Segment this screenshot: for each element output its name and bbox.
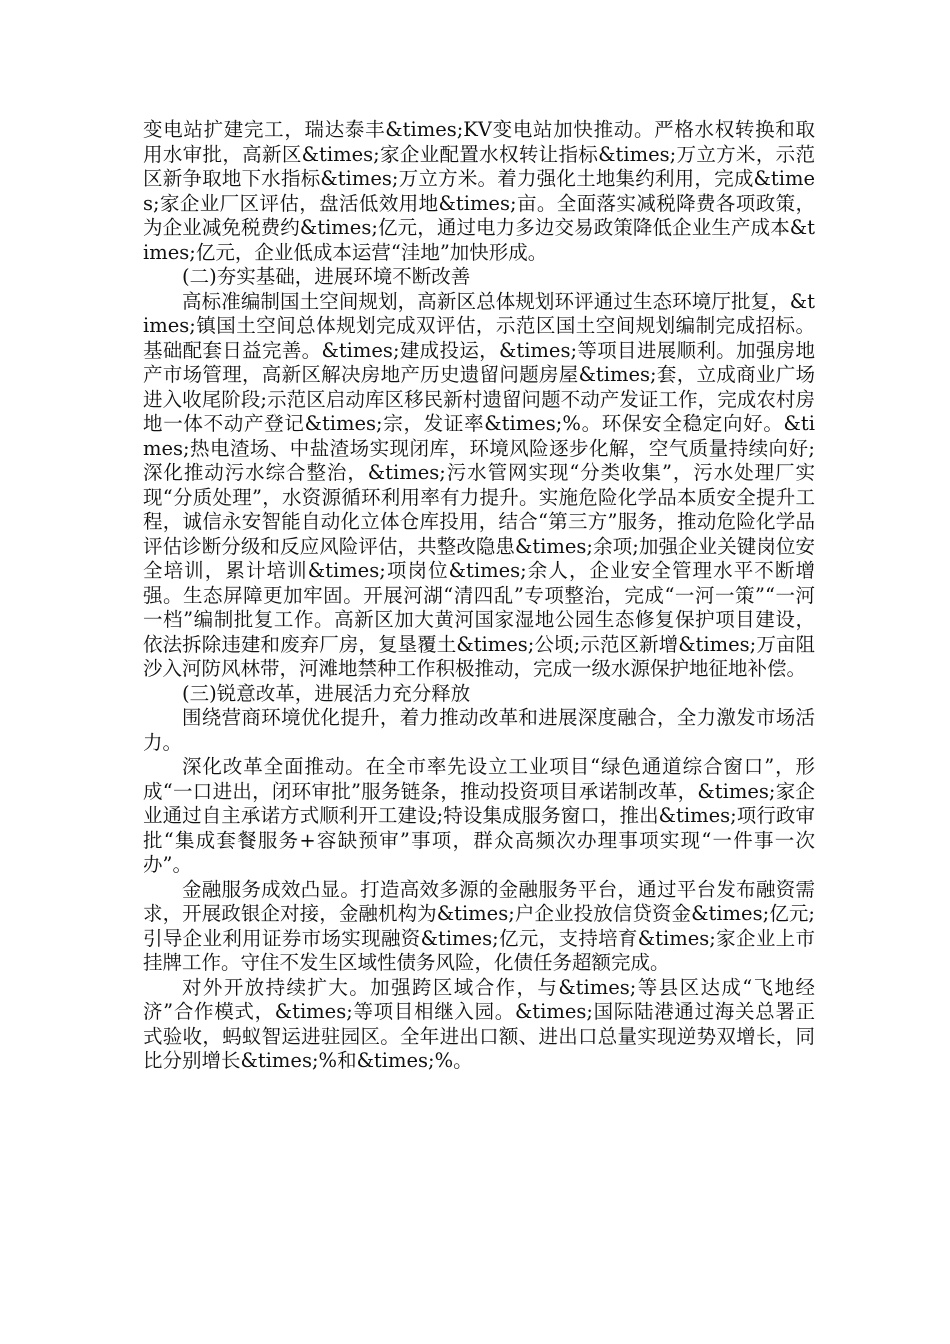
section-heading: (三)锐意改革，进展活力充分释放 xyxy=(182,681,471,705)
body-paragraph: 对外开放持续扩大。加强跨区域合作，与&times;等县区达成“飞地经济”合作模式，&times;等项目相继入园。&times;国际陆港通过海关总署正式验收，蚂蚁智运进驻园区。全年进出口额、进出口总量实现逆势双增长，同比分别增长&times;%和&times;%。 xyxy=(143,975,815,1072)
body-paragraph: 高标准编制国土空间规划，高新区总体规划环评通过生态环境厅批复，&times;镇国土空间总体规划完成双评估，示范区国土空间规划编制完成招标。基础配套日益完善。&times;建成投运，&times;等项目进展顺利。加强房地产市场管理，高新区解决房地产历史遗留问题房屋&times;套，立成商业广场进入收尾阶段;示范区启动库区移民新村遗留问题不动产发证工作，完成农村房地一体不动产登记&times;宗，发证率&times;%。环保安全稳定向好。&times;热电渣场、中盐渣场实现闭库，环境风险逐步化解，空气质量持续向好;深化推动污水综合整治，&times;污水管网实现“分类收集”，污水处理厂实现“分质处理”，水资源循环利用率有力提升。实施危险化学品本质安全提升工程，诚信永安智能自动化立体仓库投用，结合“第三方”服务，推动危险化学品评估诊断分级和反应风险评估，共整改隐患&times;余项;加强企业关键岗位安全培训，累计培训&times;项岗位&times;余人，企业安全管理水平不断增强。生态屏障更加牢固。开展河湖“清四乱”专项整治，完成“一河一策”“一河一档”编制批复工作。高新区加大黄河国家湿地公园生态修复保护项目建设，依法拆除违建和废弃厂房，复垦覆土&times;公顷;示范区新增&times;万亩阻沙入河防风林带，河滩地禁种工作积极推动，完成一级水源保护地征地补偿。 xyxy=(143,289,815,680)
section-heading: (二)夯实基础，进展环境不断改善 xyxy=(182,265,471,288)
document-page xyxy=(143,118,815,1074)
body-paragraph: 金融服务成效凸显。打造高效多源的金融服务平台，通过平台发布融资需求，开展政银企对接，金融机构为&times;户企业投放信贷资金&times;亿元;引导企业利用证券市场实现融资&times;亿元，支持培育&times;家企业上市挂牌工作。守住不发生区域性债务风险，化债任务超额完成。 xyxy=(143,877,815,974)
body-paragraph: 围绕营商环境优化提升，着力推动改革和进展深度融合，全力激发市场活力。 xyxy=(143,706,815,754)
body-paragraph: 深化改革全面推动。在全市率先设立工业项目“绿色通道综合窗口”，形成“一口进出，闭环审批”服务链条，推动投资项目承诺制改革，&times;家企业通过自主承诺方式顺利开工建设;特设集成服务窗口，推出&times;项行政审批“集成套餐服务+容缺预审”事项，群众高频次办理事项实现“一件事一次办”。 xyxy=(143,755,815,876)
body-paragraph: 变电站扩建完工，瑞达泰丰&times;KV变电站加快推动。严格水权转换和取用水审批，高新区&times;家企业配置水权转让指标&times;万立方米，示范区新争取地下水指标&times;万立方米。着力强化土地集约利用，完成&times;家企业厂区评估，盘活低效用地&times;亩。全面落实减税降费各项政策，为企业减免税费约&times;亿元，通过电力多边交易政策降低企业生产成本&times;亿元，企业低成本运营“洼地”加快形成。 xyxy=(143,118,815,264)
